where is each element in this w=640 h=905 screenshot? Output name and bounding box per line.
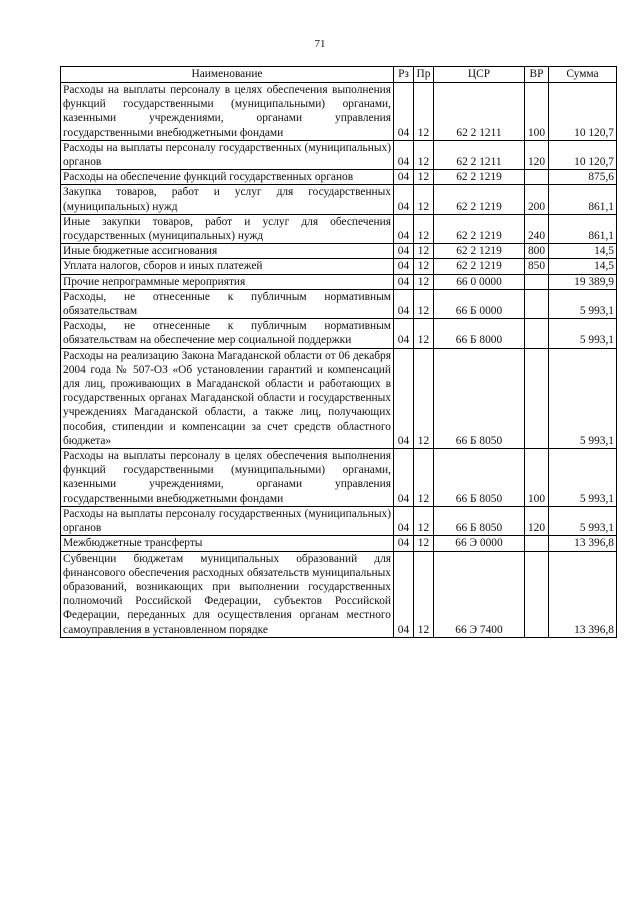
row-rz: 04: [394, 214, 414, 243]
row-name: Уплата налогов, сборов и иных платежей: [61, 259, 394, 274]
row-pr: 12: [414, 259, 434, 274]
row-rz: 04: [394, 551, 414, 637]
table-header-row: [61, 67, 617, 83]
row-csr: 62 2 1219: [434, 170, 525, 185]
budget-table: [60, 66, 617, 638]
row-pr: 12: [414, 449, 434, 507]
row-pr: 12: [414, 506, 434, 535]
row-vr: [525, 551, 549, 637]
row-rz: 04: [394, 140, 414, 169]
row-sum: 5 993,1: [549, 289, 617, 318]
row-vr: [525, 319, 549, 348]
row-sum: 13 396,8: [549, 551, 617, 637]
row-csr: 62 2 1219: [434, 214, 525, 243]
row-pr: 12: [414, 274, 434, 289]
row-vr: [525, 170, 549, 185]
row-vr: 800: [525, 244, 549, 259]
row-sum: 5 993,1: [549, 449, 617, 507]
row-name: Расходы на реализацию Закона Магаданской области от 06 декабря 2004 года № 507-ОЗ «Об установлении гарантий и компенсаций для лиц, проживающих в Магаданской области и работающих в государственных органах Магаданской области и государственных учреждениях Магаданской области, а также лиц, получающих пособия, стипендии и компенсации за счет средств областного бюджета»: [61, 348, 394, 448]
row-name: Расходы на обеспечение функций государственных органов: [61, 170, 394, 185]
table-row: [61, 348, 617, 448]
row-name: Расходы, не отнесенные к публичным нормативным обязательствам: [61, 289, 394, 318]
header-pr: Пр: [414, 67, 434, 83]
table-row: [61, 449, 617, 507]
row-rz: 04: [394, 259, 414, 274]
row-pr: 12: [414, 214, 434, 243]
row-csr: 62 2 1219: [434, 244, 525, 259]
row-rz: 04: [394, 185, 414, 214]
row-vr: 120: [525, 140, 549, 169]
row-pr: 12: [414, 289, 434, 318]
row-pr: 12: [414, 536, 434, 551]
row-rz: 04: [394, 449, 414, 507]
row-name: Закупка товаров, работ и услуг для государственных (муниципальных) нужд: [61, 185, 394, 214]
row-rz: 04: [394, 506, 414, 535]
table-row: [61, 289, 617, 318]
row-vr: 240: [525, 214, 549, 243]
header-sum: Сумма: [549, 67, 617, 83]
row-csr: 66 0 0000: [434, 274, 525, 289]
row-sum: 19 389,9: [549, 274, 617, 289]
row-sum: 875,6: [549, 170, 617, 185]
row-name: Расходы на выплаты персоналу в целях обеспечения выполнения функций государственными (муниципальными) органами, казенными учреждениями, органами управления государственными внебюджетными фондами: [61, 83, 394, 141]
row-pr: 12: [414, 83, 434, 141]
row-sum: 5 993,1: [549, 506, 617, 535]
row-csr: 66 Э 7400: [434, 551, 525, 637]
table-row: [61, 83, 617, 141]
row-rz: 04: [394, 319, 414, 348]
row-rz: 04: [394, 83, 414, 141]
row-sum: 10 120,7: [549, 140, 617, 169]
row-rz: 04: [394, 274, 414, 289]
row-pr: 12: [414, 170, 434, 185]
row-csr: 66 Б 0000: [434, 289, 525, 318]
row-sum: 861,1: [549, 214, 617, 243]
table-row: [61, 259, 617, 274]
row-rz: 04: [394, 348, 414, 448]
row-name: Межбюджетные трансферты: [61, 536, 394, 551]
row-name: Субвенции бюджетам муниципальных образований для финансового обеспечения расходных обязательств муниципальных образований, возникающих при выполнении государственных полномочий Российской Федерации, субъектов Российской Федерации, переданных для осуществления органам местного самоуправления в установленном порядке: [61, 551, 394, 637]
header-csr: ЦСР: [434, 67, 525, 83]
row-vr: [525, 274, 549, 289]
row-vr: 120: [525, 506, 549, 535]
row-sum: 10 120,7: [549, 83, 617, 141]
row-pr: 12: [414, 185, 434, 214]
row-sum: 5 993,1: [549, 348, 617, 448]
row-vr: [525, 536, 549, 551]
row-sum: 13 396,8: [549, 536, 617, 551]
header-vr: ВР: [525, 67, 549, 83]
row-name: Иные закупки товаров, работ и услуг для обеспечения государственных (муниципальных) нужд: [61, 214, 394, 243]
row-sum: 861,1: [549, 185, 617, 214]
row-name: Прочие непрограммные мероприятия: [61, 274, 394, 289]
table-row: [61, 244, 617, 259]
row-pr: 12: [414, 319, 434, 348]
table-row: [61, 140, 617, 169]
row-name: Расходы, не отнесенные к публичным нормативным обязательствам на обеспечение мер социальной поддержки: [61, 319, 394, 348]
row-vr: 200: [525, 185, 549, 214]
row-sum: 14,5: [549, 259, 617, 274]
row-vr: [525, 289, 549, 318]
row-csr: 66 Б 8050: [434, 506, 525, 535]
row-rz: 04: [394, 170, 414, 185]
page-number: 71: [314, 38, 326, 50]
row-pr: 12: [414, 140, 434, 169]
row-pr: 12: [414, 244, 434, 259]
row-sum: 14,5: [549, 244, 617, 259]
row-rz: 04: [394, 536, 414, 551]
row-pr: 12: [414, 551, 434, 637]
row-csr: 66 Б 8050: [434, 348, 525, 448]
row-csr: 62 2 1219: [434, 259, 525, 274]
table-row: [61, 274, 617, 289]
row-name: Расходы на выплаты персоналу государственных (муниципальных) органов: [61, 140, 394, 169]
table-body: [61, 83, 617, 638]
row-csr: 62 2 1211: [434, 140, 525, 169]
table-row: [61, 214, 617, 243]
row-csr: 66 Э 0000: [434, 536, 525, 551]
table-row: [61, 506, 617, 535]
table-row: [61, 536, 617, 551]
row-sum: 5 993,1: [549, 319, 617, 348]
row-pr: 12: [414, 348, 434, 448]
header-rz: Рз: [394, 67, 414, 83]
row-vr: [525, 348, 549, 448]
header-name: Наименование: [61, 67, 394, 83]
row-vr: 100: [525, 449, 549, 507]
row-csr: 62 2 1219: [434, 185, 525, 214]
table-row: [61, 319, 617, 348]
row-rz: 04: [394, 289, 414, 318]
row-vr: 100: [525, 83, 549, 141]
row-name: Расходы на выплаты персоналу государственных (муниципальных) органов: [61, 506, 394, 535]
row-name: Расходы на выплаты персоналу в целях обеспечения выполнения функций государственными (муниципальными) органами, казенными учреждениями, органами управления государственными внебюджетными фондами: [61, 449, 394, 507]
row-name: Иные бюджетные ассигнования: [61, 244, 394, 259]
table-row: [61, 551, 617, 637]
row-vr: 850: [525, 259, 549, 274]
row-csr: 62 2 1211: [434, 83, 525, 141]
table-row: [61, 185, 617, 214]
row-rz: 04: [394, 244, 414, 259]
row-csr: 66 Б 8050: [434, 449, 525, 507]
row-csr: 66 Б 8000: [434, 319, 525, 348]
table-row: [61, 170, 617, 185]
